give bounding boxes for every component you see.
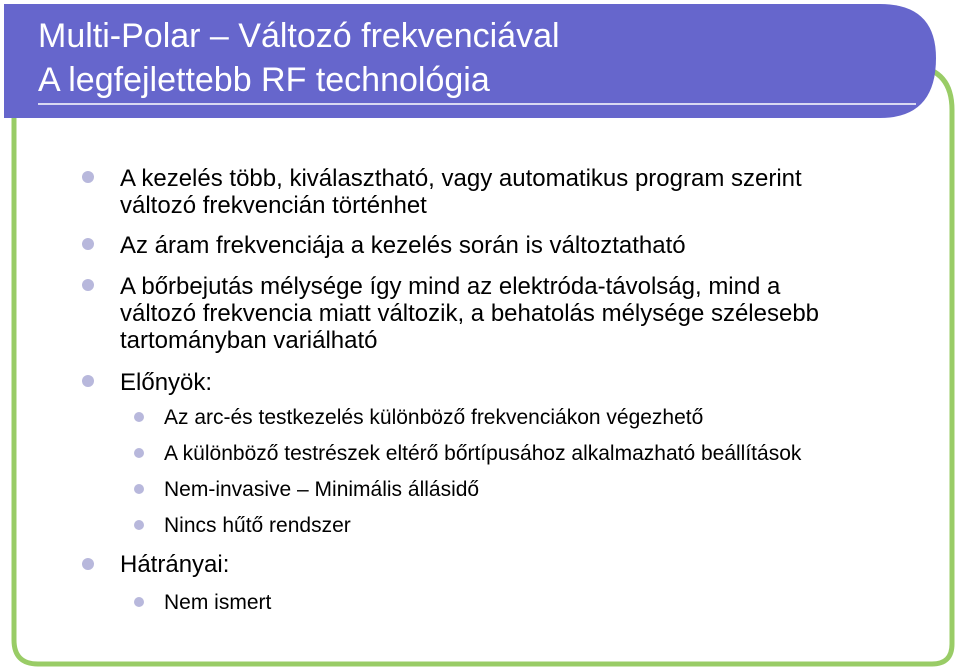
sub-bullet-dot-icon <box>134 484 144 494</box>
advantages-heading <box>120 369 212 396</box>
bullet-dot-icon <box>82 558 94 570</box>
bullet-line: változó frekvencián történhet <box>120 192 427 219</box>
advantage-item: Nincs hűtő rendszer <box>164 514 351 537</box>
bullet-line: A bőrbejutás mélysége így mind az elektróda-távolság, mind a <box>120 273 781 300</box>
bullet-line: Az áram frekvenciája a kezelés során is változtatható <box>120 232 686 259</box>
disadvantage-item: Nem ismert <box>164 591 272 614</box>
bullet-line: Hátrányai: <box>120 551 230 578</box>
bullet-item <box>120 232 686 259</box>
advantage-item: A különböző testrészek eltérő bőrtípusához alkalmazható beállítások <box>164 442 802 465</box>
bullet-line: Előnyök: <box>120 369 213 396</box>
title-line-2: A legfejlettebb RF technológia <box>38 61 490 99</box>
sub-bullet-dot-icon <box>134 412 144 422</box>
advantage-item: Az arc-és testkezelés különböző frekvenciákon végezhető <box>164 406 704 429</box>
bullet-line: A kezelés több, kiválasztható, vagy automatikus program szerint <box>120 165 802 192</box>
bullet-line: tartományban variálható <box>120 327 378 354</box>
sub-bullet-dot-icon <box>134 520 144 530</box>
title-line-1: Multi-Polar – Változó frekvenciával <box>38 17 560 55</box>
bullet-dot-icon <box>82 279 94 291</box>
bullet-line: változó frekvencia miatt változik, a behatolás mélysége szélesebb <box>120 300 820 327</box>
bullet-dot-icon <box>82 171 94 183</box>
bullet-item <box>120 165 802 219</box>
advantage-item: Nem-invasive – Minimális állásidő <box>164 478 480 501</box>
bullet-dot-icon <box>82 238 94 250</box>
disadvantages-heading <box>120 551 229 578</box>
sub-bullet-dot-icon <box>134 448 144 458</box>
sub-bullet-dot-icon <box>134 597 144 607</box>
bullet-dot-icon <box>82 375 94 387</box>
bullet-item <box>120 273 819 354</box>
